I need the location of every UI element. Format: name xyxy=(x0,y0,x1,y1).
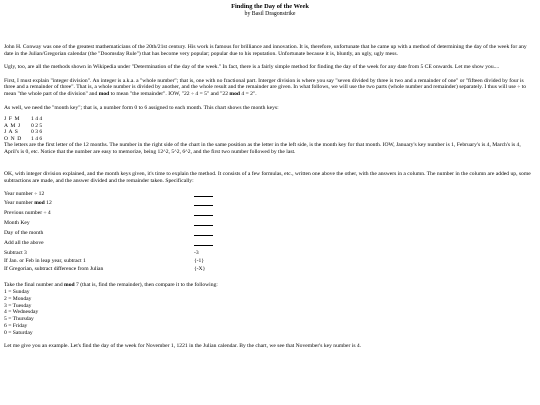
example-paragraph: Let me give you an example. Let's find the day of the week for November 1, 1221 in the Julian calendar. By the chart, we see that November's key number is 4. xyxy=(4,343,362,350)
formula-label: If Jan. or Feb in leap year, subtract 1 xyxy=(4,257,86,264)
page-title: Finding the Day of the Week xyxy=(231,3,309,10)
mod-term: mod xyxy=(229,90,240,97)
integer-division-text-a: First, I must explain "integer division". An integer is a.k.a. a "whole number"; that is, one with no fractional part. Interger division is where you say "seven divided by three is two and a remainder of one" or "fifteen divided by four is three and a remainder of three". That is, a whole number is divided by another, and the whole result and the remainder are given. In what follows, we will use the two parts (whole number and remainder) separately. I thus will use ÷ to mean "the whole part of the division" and xyxy=(4,77,527,97)
article-body xyxy=(4,44,534,357)
day-mapping: 2 = Monday xyxy=(4,295,32,302)
formula-row xyxy=(4,266,254,274)
mod-term: mod xyxy=(64,281,75,288)
integer-division-paragraph xyxy=(4,78,534,98)
intro-paragraph-2: Ugly, too, are all the methods shown in Wikipedia under "Determination of the day of the week." In fact, there is a fairly simple method for finding the day of the week for any date from 5 CE onwards. Let me show you.... xyxy=(4,64,500,71)
formula-value: {-X} xyxy=(194,265,206,272)
formula-row xyxy=(4,240,254,250)
mod-term: mod xyxy=(98,90,110,97)
month-key-numbers: 0 3 6 xyxy=(31,129,43,136)
mod-term: mod xyxy=(34,200,45,207)
formula-label: Subtract 3 xyxy=(4,249,27,256)
formula-row xyxy=(4,220,254,230)
formula-row xyxy=(4,230,254,240)
month-key-numbers: 0 2 5 xyxy=(31,122,43,129)
month-letters: O N D xyxy=(4,135,22,142)
month-letters: A M J xyxy=(4,122,21,129)
month-key-explanation: The letters are the first letter of the 12 months. The number in the right side of the chart in the same position as the letter in the left side, is the month key for that month. IOW, January's key number is 1, February's is 4, March's is 4, April's is 0, etc. Notice that the number are easy to memorize, being 12^2, 5^2, 6^2, and the first two number followed by the last. xyxy=(4,142,521,155)
day-mapping: 6 = Friday xyxy=(4,322,28,329)
integer-division-text-b: to mean "the remainder". IOW, "22 ÷ 4 = 5" and "22 xyxy=(110,90,228,97)
day-mapping: 5 = Thursday xyxy=(4,316,34,323)
formula-row xyxy=(4,191,254,201)
day-mapping: 1 = Sunday xyxy=(4,289,30,296)
formula-row xyxy=(4,258,254,266)
formula-answer-blank xyxy=(194,210,254,220)
formula-row xyxy=(4,200,254,210)
formula-label: Year number ÷ 12 xyxy=(4,190,45,197)
formula-label: Day of the month xyxy=(4,230,44,237)
month-letters: J F M xyxy=(4,116,21,123)
formula-answer-blank xyxy=(194,230,254,240)
author-byline: by Basil Dragonstrike xyxy=(244,11,296,17)
month-key-intro: As well, we need the "month key"; that is, a number form 0 to 6 assigned to each month. This chart shows the month keys: xyxy=(4,104,279,111)
formula-intro: OK, with integer division explained, and the month keys given, it's time to explain the method. It consists of a few formulas, etc., written one above the other, with the answers in a column. The number in the column are added up, some subtractions are made, and the answer divided and the remainder taken. Specifically: xyxy=(4,171,531,184)
day-number-list xyxy=(4,289,534,336)
day-mapping: 4 = Wednesday xyxy=(4,309,39,316)
formula-answer-blank xyxy=(194,191,254,201)
month-key-numbers: 1 4 6 xyxy=(31,135,43,142)
formula-table xyxy=(4,191,254,274)
final-step-text: Take the final number and mod 7 (that is, find the remainder), then compare it to the following: xyxy=(4,281,218,288)
formula-row xyxy=(4,210,254,220)
formula-label: If Gregorian, subtract difference from Julian xyxy=(4,265,104,272)
integer-division-text-c: 4 = 2". xyxy=(241,90,257,97)
formula-value: -3 xyxy=(194,249,199,256)
formula-row xyxy=(4,250,254,258)
formula-label: Month Key xyxy=(4,220,30,227)
formula-label: Add all the above xyxy=(4,240,44,247)
formula-answer-blank xyxy=(194,200,254,210)
formula-answer-blank xyxy=(194,240,254,250)
day-mapping: 0 = Saturday xyxy=(4,329,33,336)
month-key-numbers: 1 4 4 xyxy=(31,116,43,123)
formula-value: {-1} xyxy=(194,257,205,264)
day-mapping: 3 = Tuesday xyxy=(4,302,32,309)
formula-label: Previous number ÷ 4 xyxy=(4,210,51,217)
month-letters: J A S xyxy=(4,129,19,136)
formula-answer-blank xyxy=(194,220,254,230)
month-key-chart xyxy=(4,116,42,142)
formula-label: Year number mod 12 xyxy=(4,200,52,207)
intro-paragraph-1: John H. Conway was one of the greatest mathematicians of the 20th/21st century. His work is famous for brilliance and innovation. It is, therefore, unfortunate that he came up with a method of determining the day of the week for any date in the Julian/Gregorian calendar (the "Doomsday Rule") that has become very popular; popular due to his reputation. Unfortunate because it is, bluntly, an ugly, ugly mess. xyxy=(4,44,527,57)
